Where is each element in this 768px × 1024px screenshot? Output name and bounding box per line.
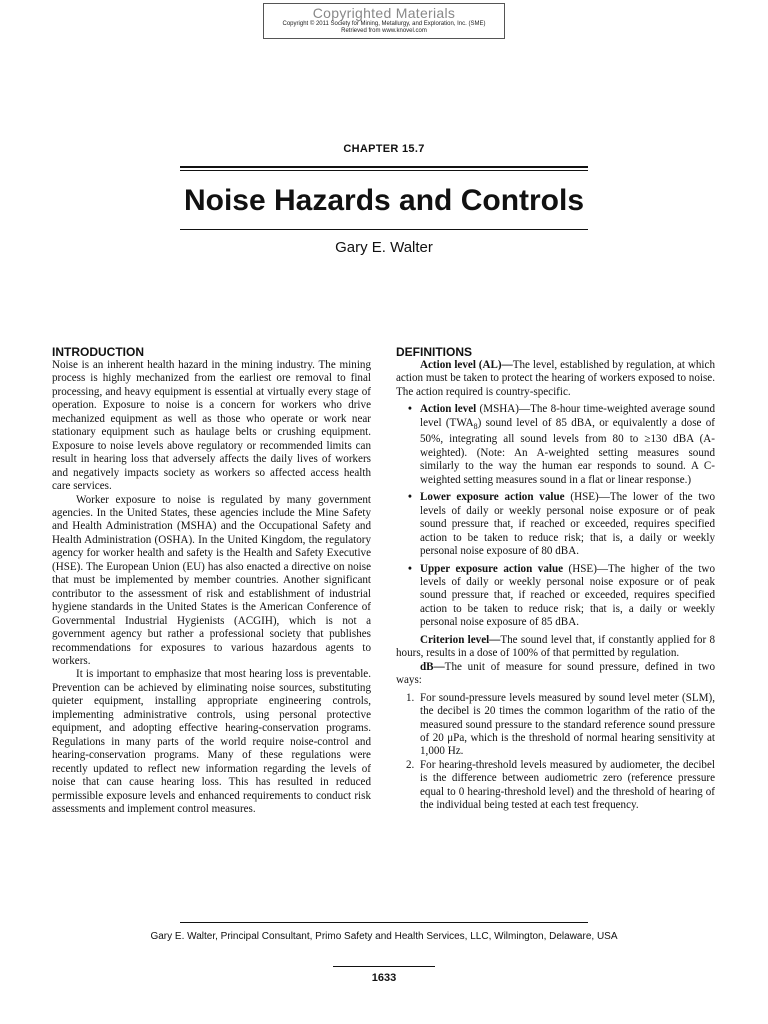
copyright-line: Copyright © 2011 Society for Mining, Metallurgy, and Exploration, Inc. (SME): [282, 21, 486, 27]
definition-text: (MSHA)—The 8-hour time-weighted average sound level (TWA: [420, 403, 716, 429]
definition-term: Action level (AL)—: [420, 359, 513, 371]
page-number-rule: [333, 966, 435, 967]
author-footnote: Gary E. Walter, Principal Consultant, Primo Safety and Health Services, LLC, Wilmington, Delaware, USA: [150, 931, 618, 942]
definition-entry: [396, 634, 715, 661]
list-item: [396, 563, 715, 630]
item-number: 1.: [406, 691, 415, 704]
definition-text: ) sound level of 85 dBA, or equivalently a dose of 50%, integrating all sound levels from 80 to ≥130 dBA (A-weighted). (Note: An A-weighted setting measures sound similarly to the way the human ear responds to sound. A C-weighted setting measures sound in a flat or linear response.): [420, 416, 715, 486]
definition-term: Upper exposure action value: [420, 562, 564, 575]
copyright-watermark: [263, 3, 505, 39]
list-item: [396, 692, 715, 759]
copyright-title: Copyrighted Materials: [312, 5, 456, 21]
item-text: For sound-pressure levels measured by sound level meter (SLM), the decibel is 20 times the common logarithm of the ratio of the measured sound pressure to the standard reference sound pressure of 20 μPa, which is the threshold of normal hearing sensitivity at 1,000 Hz.: [420, 691, 715, 758]
title-top-rule-thin: [180, 170, 588, 171]
paragraph: Noise is an inherent health hazard in the mining industry. The mining process is highly mechanized from the earliest ore removal to final processing, and heavy equipment is essential at virtually every stage of operation. Exposure to noise is a concern for workers who drive mechanized equipment as well as those who operate or work near stationary equipment such as haulage belts or crushing equipment. Exposure to noise levels above regulatory or recommended limits can result in hearing loss that adversely affects the daily lives of workers and negatively impacts society as workers so affected access health care services.: [52, 359, 371, 493]
title-top-rule: [180, 166, 588, 168]
definition-bullet-list: [396, 403, 715, 629]
definitions-column: [396, 345, 715, 813]
definition-numbered-list: [396, 692, 715, 813]
subscript: 8: [473, 422, 478, 432]
title-bottom-rule: [180, 229, 588, 230]
list-item: [396, 759, 715, 813]
page-number: 1633: [371, 972, 397, 984]
definition-text: The unit of measure for sound pressure, defined in two ways:: [396, 660, 715, 687]
definition-term: Action level: [420, 403, 477, 416]
item-number: 2.: [406, 758, 415, 771]
definition-entry: [396, 661, 715, 688]
definition-term: Criterion level—: [420, 633, 501, 646]
definition-term: dB—: [420, 660, 445, 673]
list-item: [396, 403, 715, 487]
paragraph: It is important to emphasize that most hearing loss is preventable. Prevention can be achieved by eliminating noise sources, substituting quieter equipment, installing appropriate engineering controls, implementing administrative controls, using personal protective equipment, and adopting effective hearing-conservation programs. Regulations in many parts of the world require noise-control and hearing-conservation programs. Many of these regulations were recently updated to reflect new information regarding the levels of noise that can cause hearing loss. This has resulted in reduced permissible exposure levels and enhanced requirements to conduct risk assessments and implement control measures.: [52, 668, 371, 815]
section-heading: DEFINITIONS: [396, 345, 473, 359]
list-item: [396, 491, 715, 558]
footnote-rule: [180, 922, 588, 923]
section-heading: INTRODUCTION: [52, 345, 144, 359]
definition-text: (HSE)—The lower of the two levels of daily or weekly personal noise exposure or of peak sound pressure that, if reached or exceeded, requires specified action to be taken to reduce risk; that is, a daily or weekly personal noise exposure of 80 dBA.: [420, 491, 716, 558]
copyright-source: Retrieved from www.knovel.com: [341, 28, 427, 34]
page-title: Noise Hazards and Controls: [183, 184, 585, 217]
definition-entry: [396, 359, 715, 399]
author-name: Gary E. Walter: [335, 239, 433, 256]
definition-text: (HSE)—The higher of the two levels of daily or weekly personal noise exposure or of peak sound pressure that, if reached or exceeded, requires specified action to be taken to reduce risk; that is, a daily or weekly personal noise exposure of 85 dBA.: [420, 562, 715, 629]
item-text: For hearing-threshold levels measured by audiometer, the decibel is the difference between audiometric zero (reference pressure equal to 0 hearing-threshold level) and the threshold of hearing of the individual being tested at each test frequency.: [420, 758, 715, 812]
paragraph: Worker exposure to noise is regulated by many government agencies. In the United States, these agencies include the Mine Safety and Health Administration (MSHA) and the Occupational Safety and Health Administration (OSHA). In the United Kingdom, the regulatory agency for worker health and safety is the Health and Safety Executive (HSE). The European Union (EU) has also enacted a directive on noise that must be implemented by member countries. Another significant contributor to the assessment of risk and establishment of industrial hygiene standards in the United States is the American Conference of Governmental Industrial Hygienists (ACGIH), which is not a government agency but rather a professional society that publishes recommendations for exposures to various hazardous agents to workers.: [52, 493, 371, 667]
chapter-label: CHAPTER 15.7: [343, 143, 425, 155]
definition-text: The sound level that, if constantly applied for 8 hours, results in a dose of 100% of that permitted by regulation.: [396, 633, 715, 660]
definition-term: Lower exposure action value: [420, 491, 565, 504]
introduction-column: [52, 345, 371, 816]
definition-text: The level, established by regulation, at which action must be taken to protect the hearing of workers exposed to noise. The action required is country-specific.: [396, 359, 715, 398]
